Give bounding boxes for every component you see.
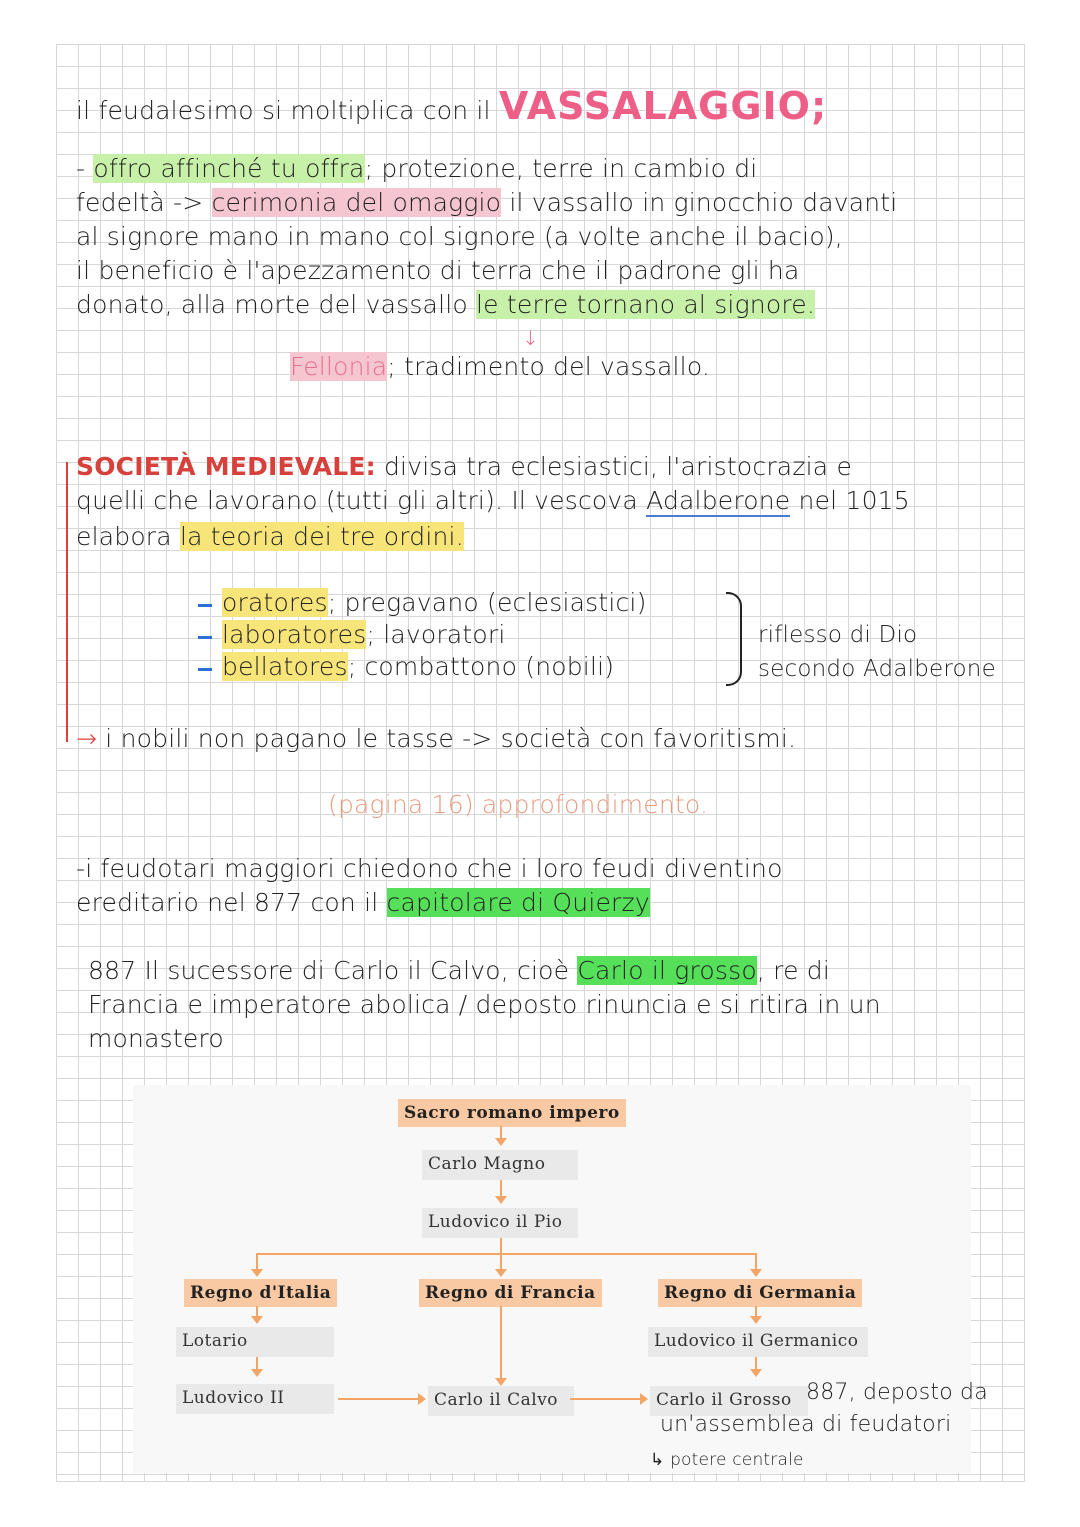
side-note-1: riflesso di Dio [758, 622, 918, 648]
page-reference: (pagina 16) approfondimento. [328, 790, 709, 819]
root-box: Sacro romano impero [398, 1099, 626, 1127]
carlo-line-1: 887 Il sucessore di Carlo il Calvo, cioè Carlo il grosso, re di [88, 956, 831, 985]
carlo-calvo-box: Carlo il Calvo [428, 1386, 574, 1416]
vassallaggio-intro: il feudalesimo si moltiplica con il VASSALAGGIO; [76, 84, 828, 128]
red-bracket-line [66, 462, 68, 742]
arrow-down-icon [750, 1369, 762, 1377]
arrow-down-icon [750, 1316, 762, 1324]
carlo-line-3: monastero [88, 1024, 224, 1053]
vassallaggio-line-2: fedeltà -> cerimonia del omaggio il vassallo in ginocchio davanti [76, 188, 898, 217]
diagram-note-1: 887, deposto da [806, 1380, 988, 1405]
diagram-note-2: un'assemblea di feudatori [660, 1412, 952, 1437]
bullet-dash [198, 668, 212, 671]
arrow-right-icon [418, 1393, 426, 1405]
arrow-down-icon [750, 1269, 762, 1277]
societa-line-3: elabora la teoria dei tre ordini. [76, 522, 464, 551]
curly-bracket [726, 592, 742, 686]
carlo-magno-box: Carlo Magno [422, 1150, 578, 1180]
arrow-down-icon [495, 1138, 507, 1146]
connector [500, 1306, 502, 1380]
lotario-box: Lotario [176, 1327, 334, 1357]
arrow-down-icon [495, 1378, 507, 1386]
bullet-dash [198, 604, 212, 607]
feudatari-line-2: ereditario nel 877 con il capitolare di Quierzy [76, 888, 650, 917]
horizontal-connector [570, 1398, 640, 1400]
arrow-down-icon [251, 1269, 263, 1277]
order-bellatores: bellatores; combattono (nobili) [222, 652, 615, 681]
regno-italia-box: Regno d'Italia [184, 1279, 337, 1307]
connector [500, 1180, 502, 1196]
feudatari-line-1: -i feudotari maggiori chiedono che i loro feudi diventino [76, 854, 783, 883]
societa-title: SOCIETÀ MEDIEVALE: [76, 452, 376, 481]
ludovico-germanico-box: Ludovico il Germanico [648, 1327, 868, 1357]
societa-line-1: SOCIETÀ MEDIEVALE: divisa tra eclesiastici, l'aristocrazia e [76, 452, 853, 481]
arrow-down-icon [251, 1369, 263, 1377]
carlo-grosso-box: Carlo il Grosso [650, 1386, 808, 1416]
arrow-down-icon [495, 1269, 507, 1277]
vassallaggio-line-1: - offro affinché tu offra; protezione, terre in cambio di [76, 154, 758, 183]
order-oratores: oratores; pregavano (eclesiastici) [222, 588, 647, 617]
connector [256, 1253, 258, 1269]
arrow-right-icon [640, 1393, 648, 1405]
vassallaggio-title: VASSALAGGIO; [498, 84, 828, 128]
side-note-2: secondo Adalberone [758, 656, 996, 682]
arrow-down-icon [251, 1316, 263, 1324]
fellonia-line: Fellonia; tradimento del vassallo. [290, 352, 711, 381]
regno-germania-box: Regno di Germania [658, 1279, 862, 1307]
ludovico-pio-box: Ludovico il Pio [422, 1208, 578, 1238]
ludovico-ii-box: Ludovico II [176, 1384, 334, 1414]
connector [500, 1253, 502, 1269]
arrow-down-icon [495, 1196, 507, 1204]
order-laboratores: laboratores; lavoratori [222, 620, 506, 649]
societa-conclusion: → i nobili non pagano le tasse -> società con favoritismi. [76, 724, 797, 753]
bullet-dash [198, 636, 212, 639]
vassallaggio-line-3: al signore mano in mano col signore (a volte anche il bacio), [76, 222, 843, 251]
horizontal-connector [338, 1398, 418, 1400]
diagram-note-3: ↳ potere centrale [650, 1450, 804, 1470]
connector [500, 1238, 502, 1254]
down-arrow: ↓ [522, 326, 539, 350]
regno-francia-box: Regno di Francia [419, 1279, 602, 1307]
vassallaggio-line-5: donato, alla morte del vassallo le terre tornano al signore. [76, 290, 815, 319]
horizontal-connector [256, 1253, 756, 1255]
societa-line-2: quelli che lavorano (tutti gli altri). Il vescova Adalberone nel 1015 [76, 486, 910, 515]
carlo-line-2: Francia e imperatore abolica / deposto rinuncia e si ritira in un [88, 990, 881, 1019]
connector [755, 1253, 757, 1269]
vassallaggio-line-4: il beneficio è l'apezzamento di terra che il padrone gli ha [76, 256, 800, 285]
